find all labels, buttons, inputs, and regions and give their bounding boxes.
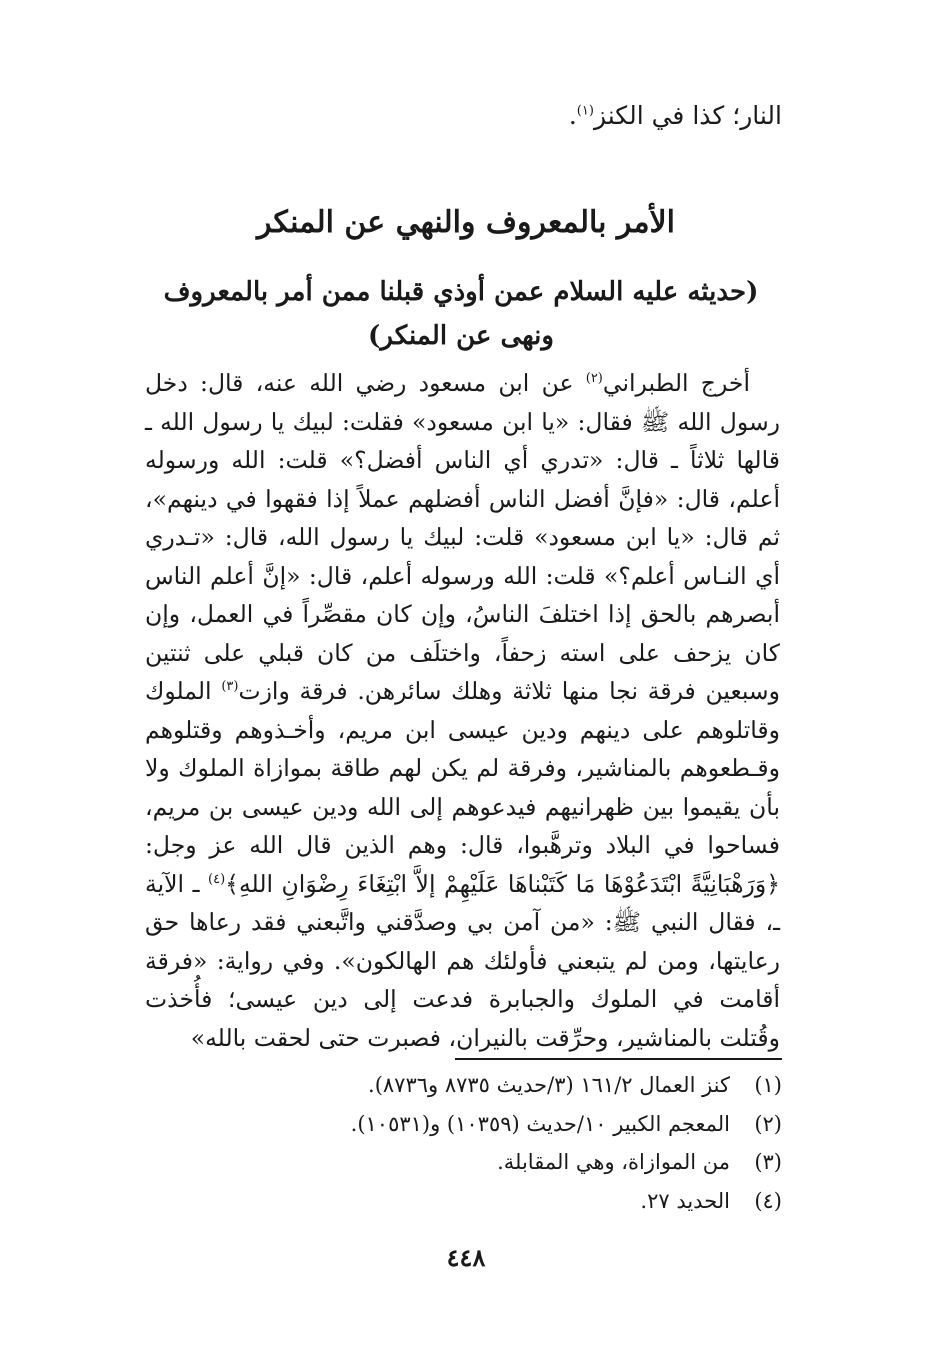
footnotes	[302, 1066, 782, 1220]
hadith-paragraph	[145, 364, 780, 1057]
footnote	[302, 1105, 782, 1144]
footnote-number: (٤)	[754, 1188, 782, 1213]
footnote-number: (٢)	[754, 1111, 782, 1136]
section-title: الأمر بالمعروف والنهي عن المنكر	[256, 205, 675, 240]
footnote	[302, 1066, 782, 1105]
text-run: الملوك وقاتلوهم على دينهم ودين عيسى ابن مريم، وأخـذوهم وقتلوهم وقـطعوهم بالمناشير، وفرقة لم يكن لهم طاقة بموازاة الملوك ولا بأن يقيموا بين ظهرانيهم فيدعوهم إلى الله ودين عيسى بن مريم، فساحوا في البلاد وترهَّبوا، قال: وهم الذين قال الله عز وجل: ﴿وَرَهْبَانِيَّةً ابْتَدَعُوْهَا مَا كَتَبْناهَا عَلَيْهِمْ إلاَّ ابْتِغَاءَ رِضْوَانِ اللهِ﴾	[145, 677, 780, 898]
footnote-number: (١)	[754, 1073, 782, 1097]
page-number: ٤٤٨	[446, 1243, 486, 1272]
footnote-number: (٣)	[754, 1150, 782, 1174]
main-text	[145, 364, 780, 1057]
carry-over-end: .	[568, 101, 577, 130]
subsection-title: (حديثه عليه السلام عمن أوذي قبلنا ممن أمر بالمعروف ونهى عن المنكر)	[163, 277, 759, 351]
footnote-separator	[455, 1058, 782, 1060]
footnote	[302, 1143, 782, 1182]
text-run: عن ابن مسعود رضي الله عنه، قال: دخل رسول الله ﷺ فقال: «يا ابن مسعود» فقلت: لبيك يا رسول الله ـ قالها ثلاثاً ـ قال: «تدري أي الناس أفضل؟» قلت: الله ورسوله أعلم، قال: «فإنَّ أفضل الناس أفضلهم عملاً إذا فقهوا في دينهم»، ثم قال: «يا ابن مسعود» قلت: لبيك يا رسول الله، قال: «تـدري أي النـاس أعلم؟» قلت: الله ورسوله أعلم، قال: «إنَّ أعلم الناس أبصرهم بالحق إذا اختلفَ الناسُ، وإن كان مقصِّراً في العمل، وإن كان يزحف على استه زحفاً، واختلَف من كان قبلي على ثنتين وسبعين فرقة نجا منها ثلاثة وهلك سائرهن. فرقة وازت	[145, 369, 780, 705]
footnote-ref-2: (٢)	[585, 371, 603, 387]
footnote-ref-1: (١)	[576, 103, 594, 119]
footnote-text: كنز العمال ١٦١/٢ (٣/حديث ٨٧٣٥ و٨٧٣٦).	[368, 1073, 730, 1097]
text-run: ـ الآية ـ، فقال النبي ﷺ: «من آمن بي وصدَّقني واتَّبعني فقد رعاها حق رعايتها، ومن لم يتبعني فأولئك هم الهالكون». وفي رواية: «فرقة أقامت في الملوك والجبابرة فدعت إلى دين عيسى؛ فأُخذت وقُتلت بالمناشير، وحرِّقت بالنيران، فصبرت حتى لحقت بالله»	[145, 869, 780, 1052]
footnote-ref-4: (٤)	[208, 871, 226, 887]
footnote	[302, 1182, 782, 1221]
carry-over-text: النار؛ كذا في الكنز	[593, 101, 782, 130]
footnote-text: المعجم الكبير ١٠/حديث (١٠٣٥٩) و(١٠٥٣١).	[350, 1111, 730, 1136]
footnote-text: الحديد ٢٧.	[640, 1188, 730, 1213]
text-run: أخرج الطبراني	[602, 369, 750, 397]
carry-over-line	[569, 96, 782, 136]
footnote-text: من الموازاة، وهي المقابلة.	[497, 1150, 730, 1174]
footnote-ref-3: (٣)	[221, 679, 239, 695]
